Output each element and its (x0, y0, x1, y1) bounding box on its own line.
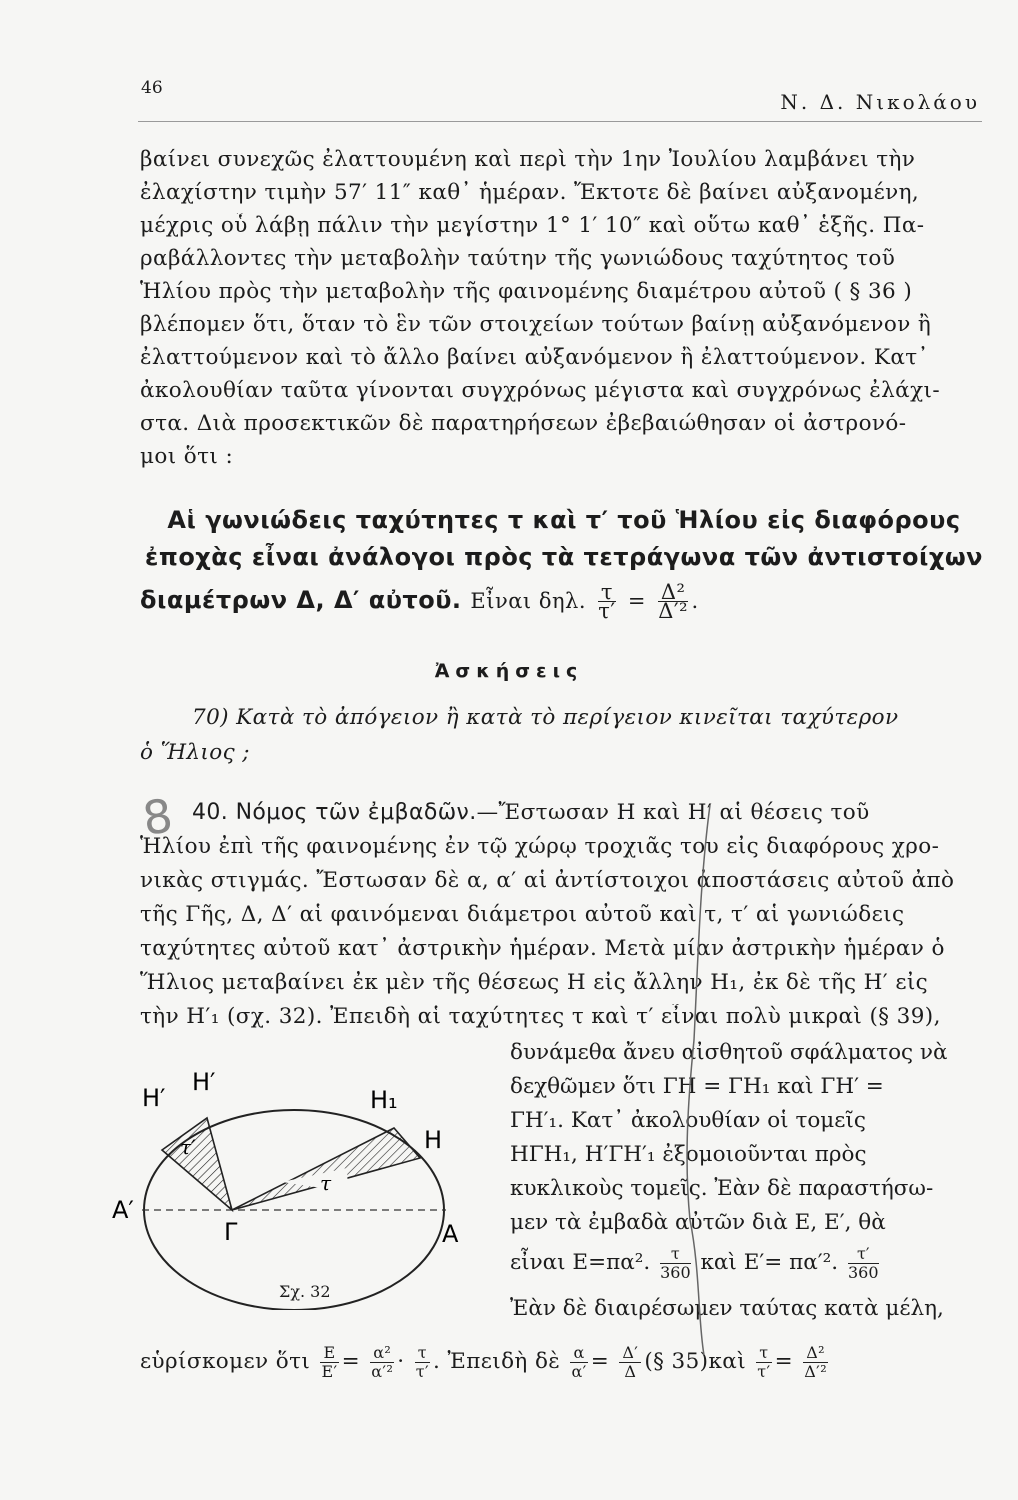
header-rule (138, 121, 982, 122)
body-line: νικὰς στιγμάς. Ἔστωσαν δὲ α, α′ αἱ ἀντίστοιχοι ἀποστάσεις αὐτοῦ ἀπὸ (140, 868, 955, 893)
law-text: διαμέτρων Δ, Δ′ αὐτοῦ. (140, 586, 462, 614)
law-line-formula (140, 580, 988, 630)
formula-text: (§ 35)καὶ (644, 1349, 747, 1374)
body-line: στα. Διὰ προσεκτικῶν δὲ παρατηρήσεων ἐβεβαιώθησαν οἱ ἀστρονό- (140, 411, 907, 436)
exercise-line: ὁ Ἥλιος ; (140, 740, 250, 765)
body-line: ἐλαττούμενον καὶ τὸ ἄλλο βαίνει αὐξανόμενον ἢ ἐλαττούμενον. Κατ᾽ (140, 345, 929, 370)
formula-text: εἶναι Ε=πα². (510, 1250, 651, 1275)
body-line: τὴν Η′₁ (σχ. 32). Ἐπειδὴ αἱ ταχύτητες τ καὶ τ′ εἶναι πολὺ μικραὶ (§ 39), (140, 1004, 941, 1029)
body-line: Ἡλίου πρὸς τὴν μεταβολὴν τῆς φαινομένης διαμέτρου αὐτοῦ ( § 36 ) (140, 279, 913, 304)
label-A: Α (442, 1220, 459, 1248)
body-line: μοι ὅτι : (140, 444, 234, 469)
fraction: $\frac{\Delta'}{\Delta}$ (619, 1344, 641, 1381)
body-line: Ἥλιος μεταβαίνει ἐκ μὲν τῆς θέσεως Η εἰς ἄλλην Η₁, ἐκ δὲ τῆς Η′ εἰς (140, 970, 929, 995)
fraction: $\frac{\text{α²}}{\text{α′²}}$ (371, 1342, 394, 1381)
label-H1: Η₁ (370, 1086, 398, 1114)
body-line: ταχύτητες αὐτοῦ κατ᾽ ἀστρικὴν ἡμέραν. Μετὰ μίαν ἀστρικὴν ἡμέραν ὁ (140, 936, 945, 961)
fraction: $\frac{\tau'}{360}$ (847, 1244, 879, 1282)
label-tau-prime: τ′ (180, 1135, 196, 1159)
fraction: $\frac{E}{E'}$ (321, 1342, 338, 1381)
label-H1-prime: Η′ (142, 1084, 166, 1112)
equals-sign: = (627, 589, 646, 613)
body-line: ραβάλλοντες τὴν μεταβολὴν ταύτην τῆς γωνιώδους ταχύτητος τοῦ (140, 246, 896, 271)
body-line: ἀκολουθίαν ταῦτα γίνονται συγχρόνως μέγιστα καὶ συγχρόνως ἐλάχι- (140, 378, 941, 403)
exercises-title: Ἀσκήσεις (434, 660, 584, 682)
figure-caption: Σχ. 32 (279, 1282, 331, 1301)
final-formula-line: εὑρίσκομεν ὅτι $\frac{E}{E'}$ = $\frac{\text{α²}}{\text{α′²}}$ · $\frac{\tau}{\tau'}$ . Ἐπειδὴ δὲ $\frac{\alpha}{\alpha'}$ = $\frac{\Delta'}{\Delta}$ (§ 35)καὶ $\frac{\tau}{\tau'}$ = $\frac{\text{Δ²}}{\text{Δ′²}}$ (140, 1342, 828, 1381)
section-first-line (192, 800, 988, 825)
fraction-delta: $\frac{\text{Δ²}}{\text{Δ′²}}$ (658, 580, 689, 623)
wrapped-line: ΗΓΗ₁, Η′ΓΗ′₁ ἐξομοιοῦνται πρὸς (510, 1142, 867, 1167)
law-text-tail: Εἶναι δηλ. (470, 589, 587, 613)
section-heading: 40. Νόμος τῶν ἐμβαδῶν. (192, 800, 477, 825)
label-Gamma: Γ (224, 1218, 238, 1246)
body-line: βαίνει συνεχῶς ἐλαττουμένη καὶ περὶ τὴν 1ην Ἰουλίου λαμβάνει τὴν (140, 147, 916, 172)
label-H: Η (424, 1126, 443, 1154)
wrapped-line: ΓΗ′₁. Κατ᾽ ἀκολουθίαν οἱ τομεῖς (510, 1108, 866, 1133)
fraction-tau: $\frac{\tau}{\tau'}$ (598, 580, 616, 623)
sector-near-A-prime (162, 1118, 232, 1210)
body-line: Ἡλίου ἐπὶ τῆς φαινομένης ἐν τῷ χώρῳ τροχιᾶς του εἰς διαφόρους χρο- (140, 834, 940, 859)
wrapped-line: Ἐὰν δὲ διαιρέσωμεν ταύτας κατὰ μέλη, (510, 1296, 944, 1321)
wrapped-line: δυνάμεθα ἄνευ αἰσθητοῦ σφάλματος νὰ (510, 1040, 948, 1065)
label-tau: τ (320, 1171, 332, 1195)
wrapped-line: κυκλικοὺς τομεῖς. Ἐὰν δὲ παραστήσω- (510, 1176, 934, 1201)
handwritten-margin-mark: 8 (139, 788, 176, 846)
law-line: ἐποχὰς εἶναι ἀνάλογοι πρὸς τὰ τετράγωνα τῶν ἀντιστοίχων (144, 543, 984, 571)
period: . (691, 589, 699, 613)
figure-32-ellipse-diagram (112, 1070, 472, 1310)
fraction: $\frac{\tau}{\tau'}$ (757, 1342, 771, 1381)
fraction: $\frac{\tau}{\tau'}$ (415, 1342, 429, 1381)
label-H-prime: Η′ (192, 1070, 216, 1096)
body-line: τῆς Γῆς, Δ, Δ′ αἱ φαινόμεναι διάμετροι αὐτοῦ καὶ τ, τ′ αἱ γωνιώδεις (140, 902, 905, 927)
body-line: ἐλαχίστην τιμὴν 57′ 11″ καθ᾽ ἡμέραν. Ἔκτοτε δὲ βαίνει αὐξανομένη, (140, 180, 920, 205)
fraction: $\frac{\text{Δ²}}{\text{Δ′²}}$ (804, 1342, 828, 1381)
exercise-line: 70) Κατὰ τὸ ἀπόγειον ἢ κατὰ τὸ περίγειον κινεῖται ταχύτερον (192, 705, 899, 730)
body-line-tail: —Ἔστωσαν Η καὶ Η′ αἱ θέσεις τοῦ (476, 800, 870, 825)
fraction: $\frac{\tau}{360}$ (660, 1244, 691, 1282)
fraction: $\frac{\alpha}{\alpha'}$ (571, 1342, 587, 1381)
body-line: βλέπομεν ὅτι, ὅταν τὸ ἓν τῶν στοιχείων τούτων βαίνῃ αὐξανόμενον ἢ (140, 312, 932, 337)
running-header-author: Ν. Δ. Νικολάου (780, 90, 980, 114)
wrapped-line: μεν τὰ ἐμβαδὰ αὐτῶν διὰ Ε, Ε′, θὰ (510, 1210, 886, 1235)
formula-text: εὑρίσκομεν ὅτι (140, 1349, 311, 1374)
page-number: 46 (141, 78, 163, 98)
label-A-prime: Α′ (112, 1196, 134, 1224)
formula-text: . Ἐπειδὴ δὲ (432, 1349, 561, 1374)
wrapped-line-formula (510, 1244, 988, 1288)
formula-text: καὶ Ε′= πα′². (700, 1250, 839, 1275)
wrapped-line: δεχθῶμεν ὅτι ΓΗ = ΓΗ₁ καὶ ΓΗ′ = (510, 1074, 884, 1099)
sector-near-A (232, 1128, 420, 1210)
body-line: μέχρις οὗ λάβῃ πάλιν τὴν μεγίστην 1° 1′ 10″ καὶ οὕτω καθ᾽ ἑξῆς. Πα- (140, 213, 925, 238)
law-line: Αἱ γωνιώδεις ταχύτητες τ καὶ τ′ τοῦ Ἡλίου εἰς διαφόρους (167, 506, 961, 534)
pencil-annotation-line (680, 800, 740, 1360)
